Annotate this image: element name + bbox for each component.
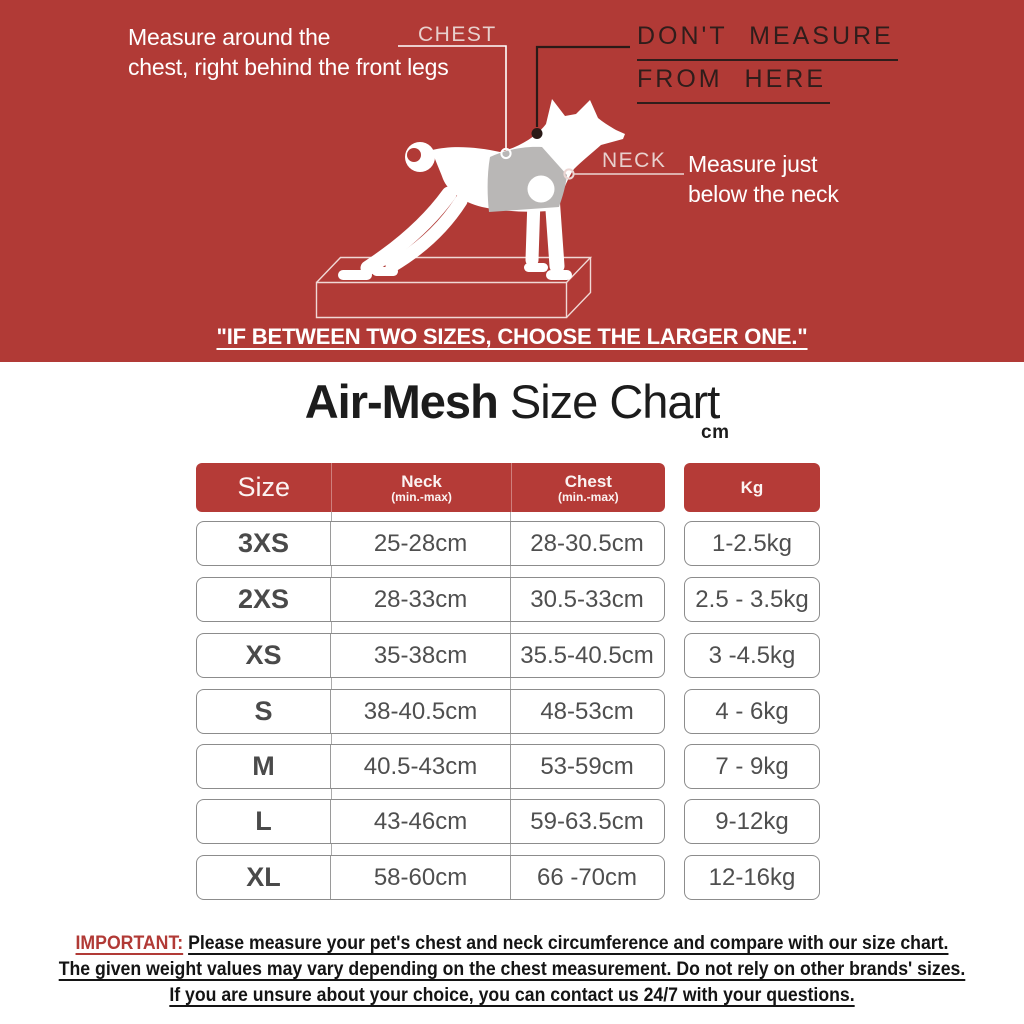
title-rest: Size Chart: [497, 375, 720, 428]
neck-label: NECK: [602, 149, 667, 172]
table-row: S 38-40.5cm 48-53cm: [196, 689, 665, 734]
neck-instruction: [688, 149, 839, 209]
harness-armhole: [528, 176, 555, 203]
dog-silhouette: [338, 99, 625, 280]
header-size: Size: [237, 472, 290, 502]
table-row-kg: 1-2.5kg: [684, 521, 820, 566]
header-chest: Chest (min.-max): [511, 463, 665, 512]
tail-crescent: [407, 148, 421, 162]
table-row: 3XS 25-28cm 28-30.5cm: [196, 521, 665, 566]
chest-instruction-line2: chest, right behind the front legs: [128, 54, 449, 80]
important-note: [0, 931, 1024, 1009]
table-row-kg: 2.5 - 3.5kg: [684, 577, 820, 622]
table-row-kg: 3 -4.5kg: [684, 633, 820, 678]
table-row: 2XS 28-33cm 30.5-33cm: [196, 577, 665, 622]
table-row: L 43-46cm 59-63.5cm: [196, 799, 665, 844]
chest-instruction-line1: Measure around the: [128, 24, 331, 50]
header-kg: Kg: [684, 463, 820, 512]
chest-instruction: [128, 22, 449, 82]
chest-label: CHEST: [418, 23, 497, 46]
important-line2: The given weight values may vary depending on the chest measurement. Do not rely on other brands' sizes.: [58, 959, 966, 980]
dont-measure-line2: FROM HERE: [637, 61, 830, 104]
header-neck: Neck (min.-max): [331, 463, 510, 512]
dont-measure-note: [637, 18, 898, 104]
neck-instruction-line1: Measure just: [688, 151, 818, 177]
important-label: IMPORTANT:: [75, 933, 184, 954]
important-line3: If you are unsure about your choice, you can contact us 24/7 with your questions.: [169, 985, 855, 1006]
table-row-kg: 9-12kg: [684, 799, 820, 844]
table-row-kg: 4 - 6kg: [684, 689, 820, 734]
size-chart-table: [196, 463, 820, 900]
dont-measure-point-icon: [532, 128, 543, 139]
brand-name: Air-Mesh: [304, 375, 498, 428]
unit-label: cm: [701, 422, 730, 443]
table-row-kg: 12-16kg: [684, 855, 820, 900]
hero-section: [0, 0, 1024, 362]
dont-measure-line1: DON'T MEASURE: [637, 18, 898, 61]
table-row: XS 35-38cm 35.5-40.5cm: [196, 633, 665, 678]
page-title: [0, 374, 1024, 429]
between-sizes-note: "IF BETWEEN TWO SIZES, CHOOSE THE LARGER ONE.": [216, 324, 808, 349]
table-row: M 40.5-43cm 53-59cm: [196, 744, 665, 789]
table-row: XL 58-60cm 66 -70cm: [196, 855, 665, 900]
neck-instruction-line2: below the neck: [688, 181, 839, 207]
table-row-kg: 7 - 9kg: [684, 744, 820, 789]
table-header: [196, 463, 665, 512]
platform-box: [317, 258, 591, 318]
important-line1: IMPORTANT: Please measure your pet's chest and neck circumference and compare with our size chart.: [75, 933, 949, 954]
